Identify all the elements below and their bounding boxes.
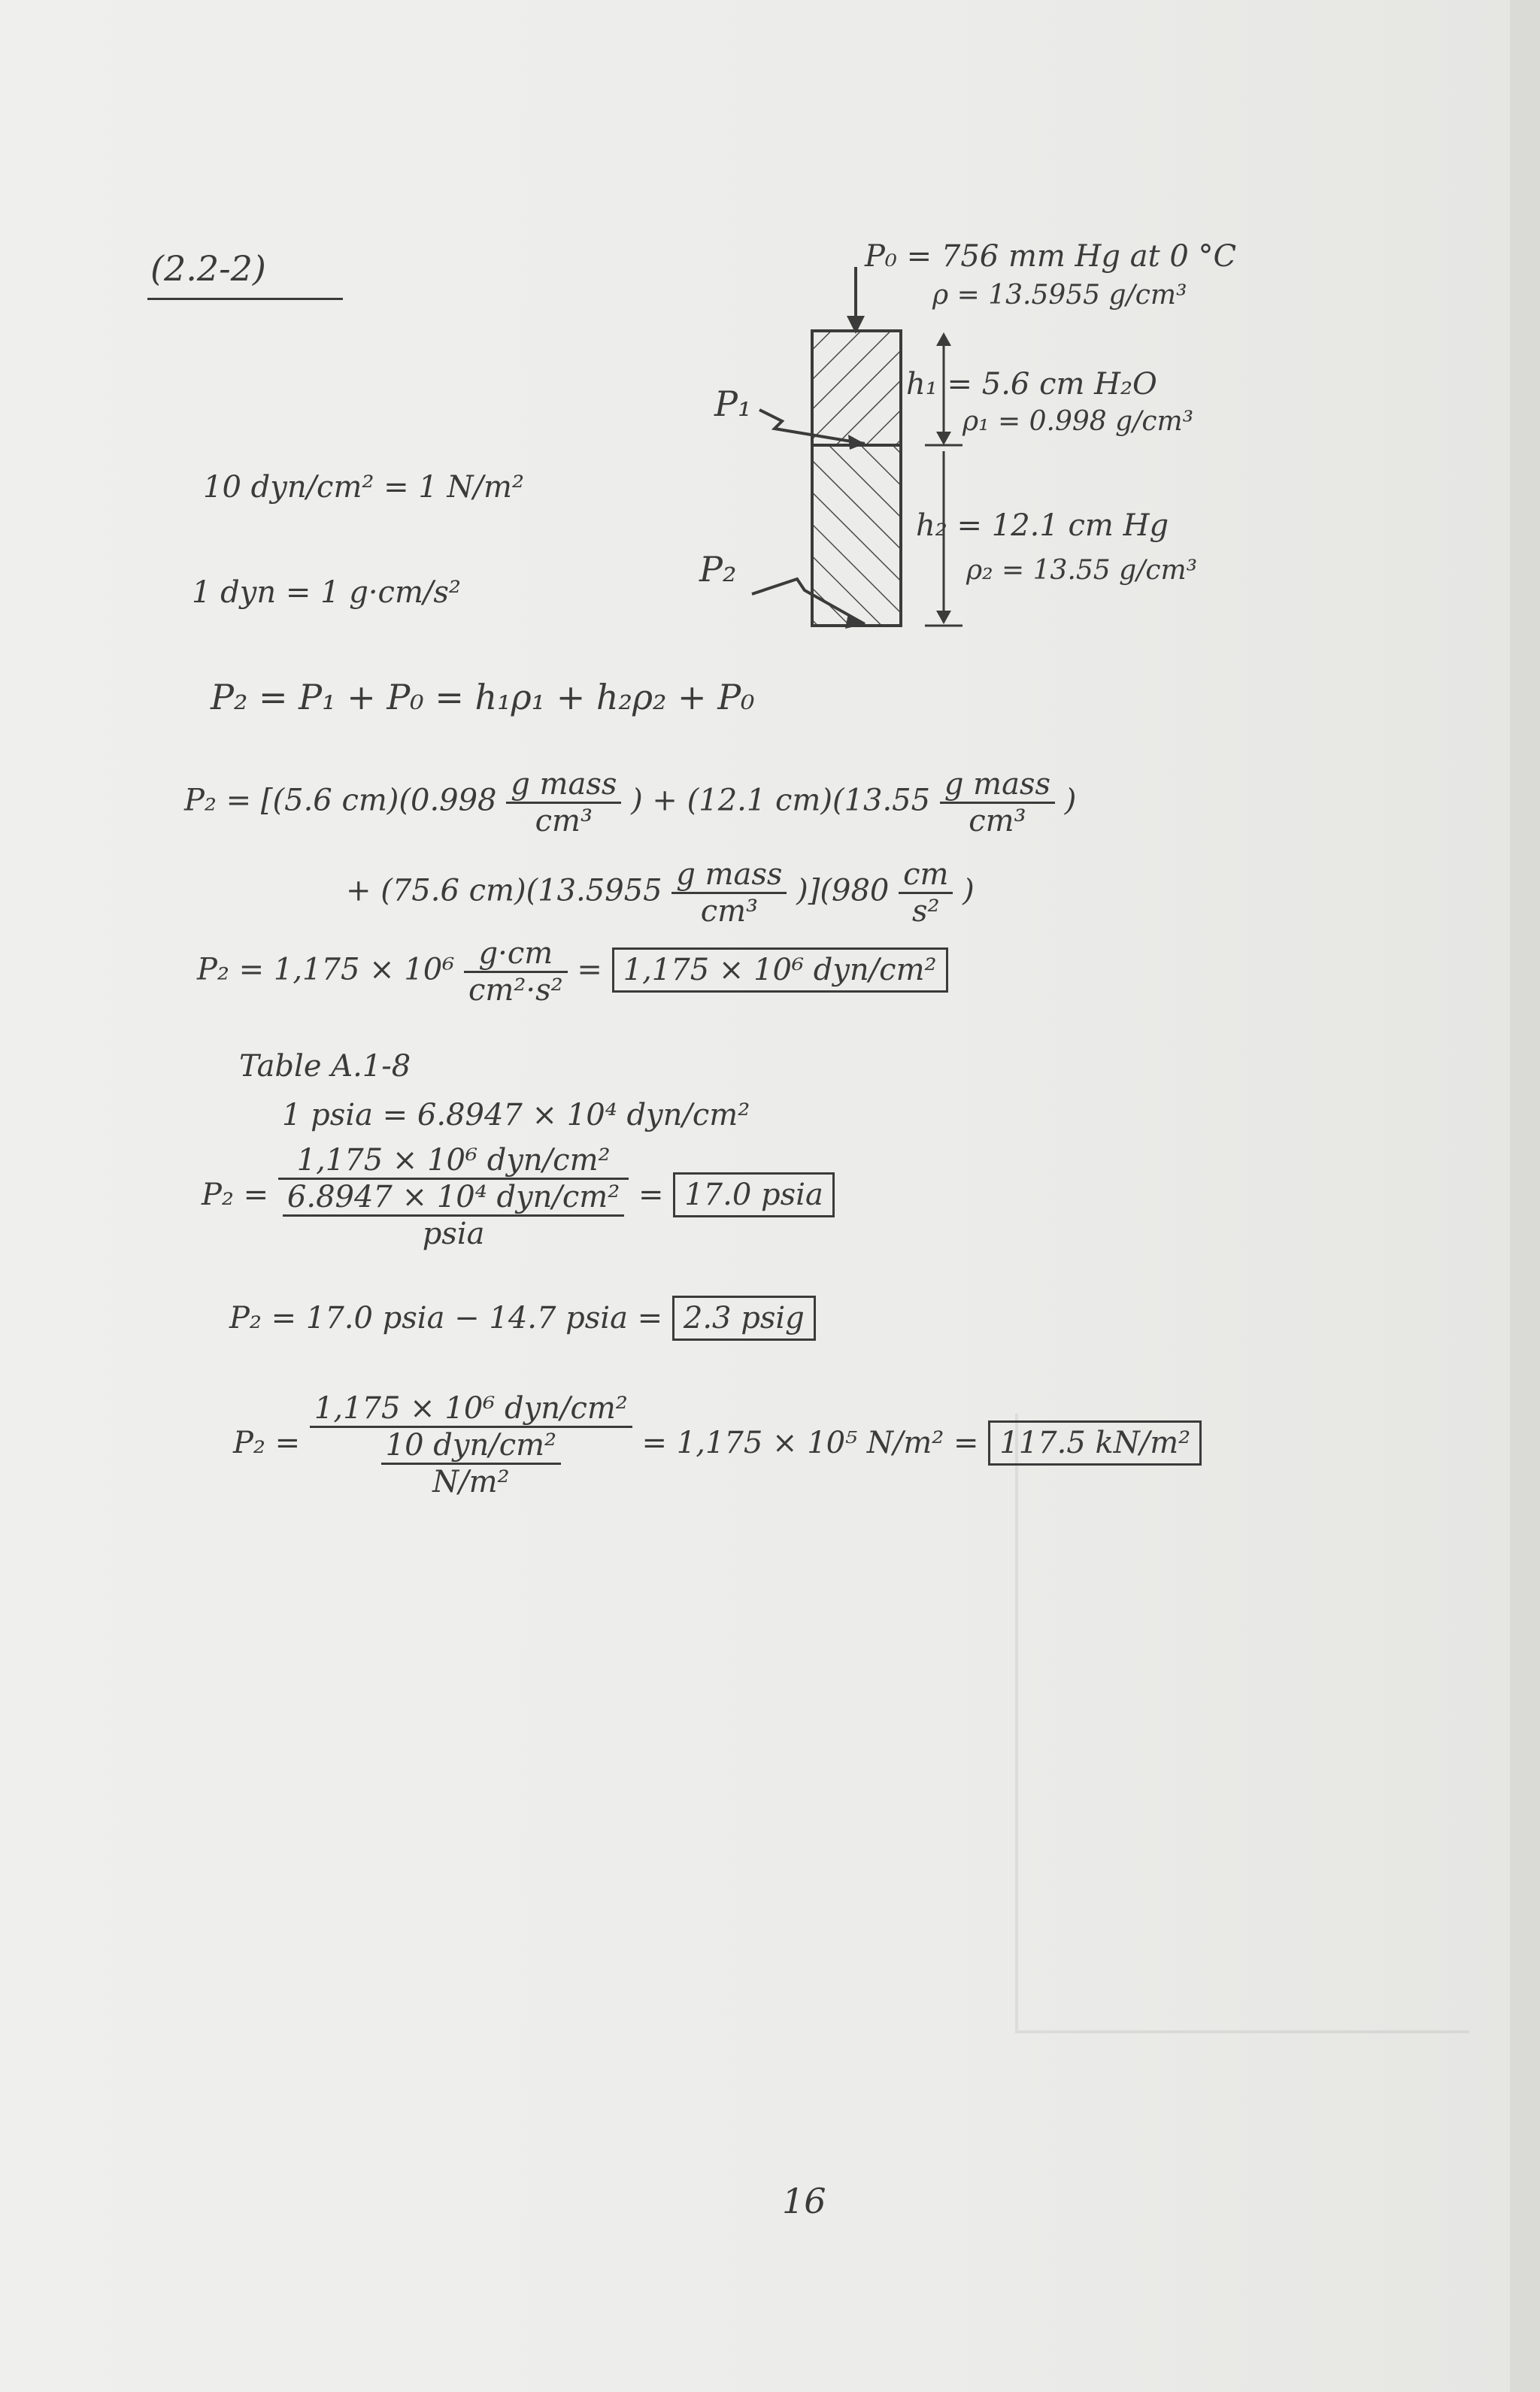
eq3-term: + (75.6 cm)(13.5955 — [346, 873, 662, 908]
psia-frac-den-top: 6.8947 × 10⁴ dyn/cm² — [283, 1180, 624, 1217]
si-frac-den — [310, 1428, 632, 1499]
h1-label: h₁ = 5.6 cm H₂O — [906, 367, 1157, 402]
equation-expansion-line2 — [346, 857, 975, 929]
eq4-frac — [464, 936, 568, 1008]
answer-box-si: 117.5 kN/m² — [988, 1420, 1202, 1466]
eq2-lhs: P₂ = — [184, 783, 252, 818]
eq2-frac1 — [506, 767, 621, 838]
conversion-1: 10 dyn/cm² = 1 N/m² — [203, 470, 524, 505]
h2-label: h₂ = 12.1 cm Hg — [916, 508, 1169, 543]
conversion-2: 1 dyn = 1 g·cm/s² — [192, 575, 461, 610]
eq2-frac2-den: cm³ — [969, 804, 1026, 838]
si-frac-den-bottom: N/m² — [432, 1465, 510, 1499]
eq2-frac2 — [940, 767, 1055, 838]
si-lhs: P₂ = — [233, 1426, 301, 1460]
table-reference: Table A.1-8 — [239, 1049, 411, 1084]
equation-psig — [229, 1301, 816, 1335]
eq3-frac1-den: cm³ — [700, 894, 759, 929]
psia-frac — [278, 1143, 629, 1251]
eq4-lhs: P₂ = 1,175 × 10⁶ — [197, 952, 455, 987]
eq3-frac2 — [899, 857, 953, 929]
p1-label: P₁ — [714, 384, 752, 424]
answer-box-dyn: 1,175 × 10⁶ dyn/cm² — [612, 947, 948, 993]
eq2-term2-end: ) — [1064, 783, 1077, 818]
eq3-frac1-num: g mass — [671, 857, 787, 894]
p2-label: P₂ — [699, 549, 737, 590]
eq3-frac1 — [671, 857, 787, 929]
psia-frac-den — [278, 1180, 629, 1251]
eq3-mid: )](980 — [796, 873, 890, 908]
eq2-frac1-den: cm³ — [535, 804, 593, 838]
eq2-term1: [(5.6 cm)(0.998 — [260, 783, 497, 818]
answer-box-psig: 2.3 psig — [672, 1296, 816, 1341]
eq4-frac-den: cm²·s² — [468, 973, 563, 1008]
mercury-column — [812, 445, 901, 626]
p0-label: P₀ = 756 mm Hg at 0 °C — [865, 239, 1237, 274]
psia-frac-den-bottom: psia — [422, 1217, 485, 1251]
psig-equation: P₂ = 17.0 psia − 14.7 psia = — [229, 1301, 663, 1335]
eq3-frac2-den: s² — [911, 894, 940, 929]
si-frac-num: 1,175 × 10⁶ dyn/cm² — [310, 1391, 632, 1428]
eq2-frac2-num: g mass — [940, 767, 1055, 804]
si-frac-den-top: 10 dyn/cm² — [381, 1428, 561, 1465]
water-column — [812, 331, 901, 445]
equation-psia — [202, 1143, 835, 1251]
eq2-term2: ) + (12.1 cm)(13.55 — [631, 783, 931, 818]
rho1-label: ρ₁ = 0.998 g/cm³ — [962, 406, 1194, 437]
equation-sum: P₂ = P₁ + P₀ = h₁ρ₁ + h₂ρ₂ + P₀ — [211, 677, 755, 717]
si-mid: = 1,175 × 10⁵ N/m² = — [641, 1426, 979, 1460]
eq2-frac1-num: g mass — [506, 767, 621, 804]
rho0-label: ρ = 13.5955 g/cm³ — [932, 280, 1187, 311]
rho2-label: ρ₂ = 13.55 g/cm³ — [966, 555, 1198, 586]
psia-frac-num: 1,175 × 10⁶ dyn/cm² — [278, 1143, 629, 1180]
psia-equals: = — [638, 1178, 664, 1212]
eq3-frac2-num: cm — [899, 857, 953, 894]
psia-conversion: 1 psia = 6.8947 × 10⁴ dyn/cm² — [282, 1098, 750, 1132]
eq4-frac-num: g·cm — [464, 936, 568, 973]
equation-expansion-line1 — [184, 767, 1076, 838]
answer-box-psia: 17.0 psia — [673, 1172, 835, 1217]
problem-number: (2.2-2) — [150, 248, 266, 289]
equation-result-dyn — [197, 936, 948, 1008]
psia-lhs: P₂ = — [202, 1178, 269, 1212]
equation-si — [233, 1391, 1202, 1499]
eq3-end: ) — [962, 873, 975, 908]
bleed-through-ghost — [1015, 1414, 1469, 2033]
eq4-equals: = — [577, 952, 602, 987]
page-number: 16 — [782, 2181, 826, 2221]
si-frac — [310, 1391, 632, 1499]
